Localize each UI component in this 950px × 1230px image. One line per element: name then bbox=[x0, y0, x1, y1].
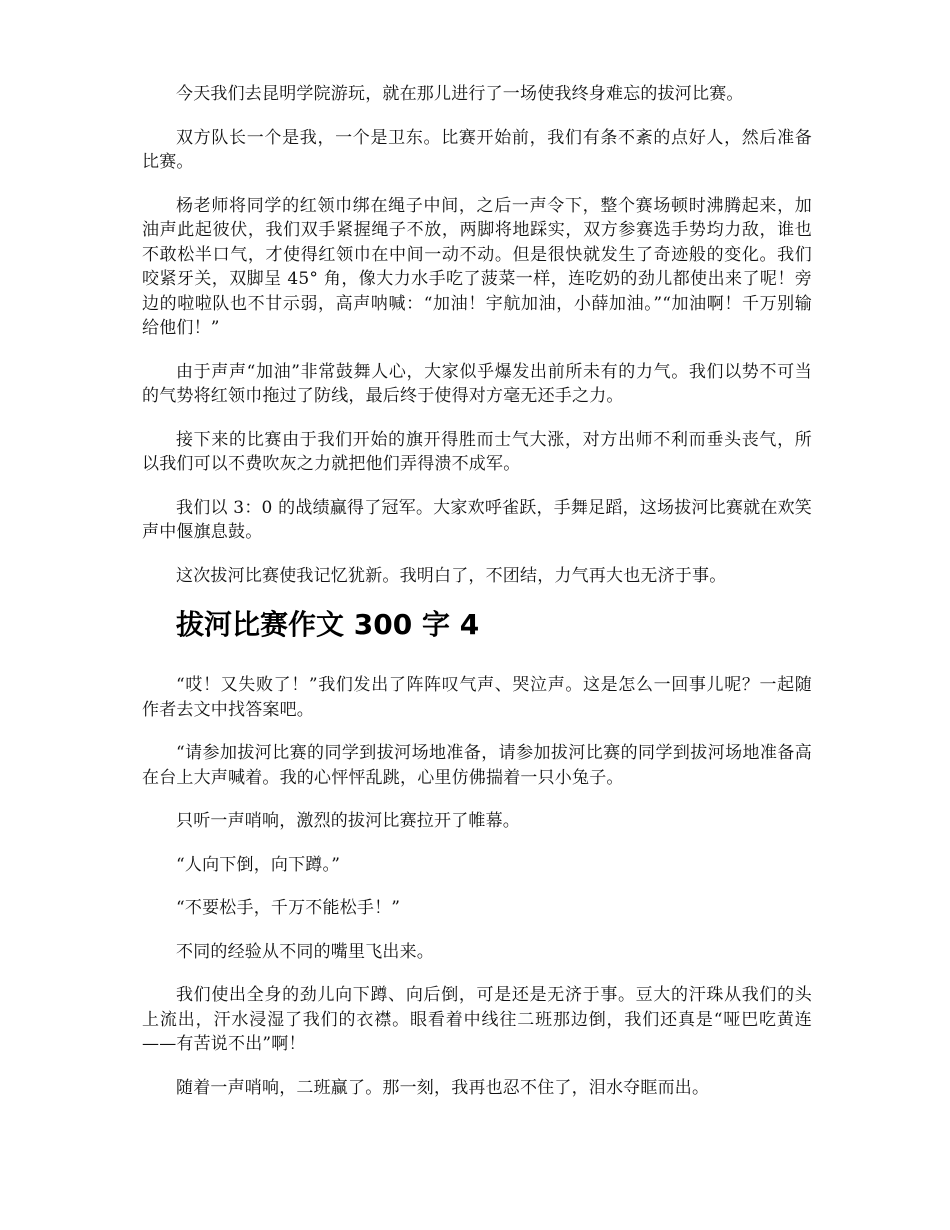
paragraph: “请参加拔河比赛的同学到拔河场地准备，请参加拔河比赛的同学到拔河场地准备高在台上大声喊着。我的心怦怦乱跳，心里仿佛揣着一只小兔子。 bbox=[142, 743, 812, 788]
paragraph: 杨老师将同学的红领巾绑在绳子中间，之后一声令下，整个赛场顿时沸腾起来，加油声此起彼伏，我们双手紧握绳子不放，两脚将地踩实，双方参赛选手势均力敌，谁也不敢松半口气，才使得红领巾在中间一动不动。但是很快就发生了奇迹般的变化。我们咬紧牙关，双脚呈 45° 角，像大力水手吃了菠菜一样，连吃奶的劲儿都使出来了呢！旁边的啦啦队也不甘示弱，高声呐喊：“加油！宇航加油，小薛加油。”“加油啊！千万别输给他们！” bbox=[142, 195, 812, 338]
paragraph: 不同的经验从不同的嘴里飞出来。 bbox=[176, 941, 434, 962]
paragraph: 接下来的比赛由于我们开始的旗开得胜而士气大涨，对方出师不利而垂头丧气，所以我们可以不费吹灰之力就把他们弄得溃不成军。 bbox=[142, 429, 812, 474]
paragraph: 只听一声哨响，激烈的拔河比赛拉开了帷幕。 bbox=[176, 811, 520, 831]
section-heading: 拔河比赛作文 300 字 4 bbox=[176, 608, 480, 641]
paragraph: “人向下倒，向下蹲。” bbox=[176, 854, 341, 875]
paragraph: “哎！又失败了！”我们发出了阵阵叹气声、哭泣声。这是怎么一回事儿呢？一起随作者去文中找答案吧。 bbox=[142, 675, 812, 720]
paragraph: 我们使出全身的劲儿向下蹲、向后倒，可是还是无济于事。豆大的汗珠从我们的头上流出，汗水浸湿了我们的衣襟。眼看着中线往二班那边倒，我们还真是“哑巴吃黄连——有苦说不出”啊！ bbox=[142, 985, 812, 1054]
paragraph: 这次拔河比赛使我记忆犹新。我明白了，不团结，力气再大也无济于事。 bbox=[176, 565, 727, 586]
paragraph: 由于声声“加油”非常鼓舞人心，大家似乎爆发出前所未有的力气。我们以势不可当的气势将红领巾拖过了防线，最后终于使得对方毫无还手之力。 bbox=[142, 361, 812, 406]
paragraph: 随着一声哨响，二班赢了。那一刻，我再也忍不住了，泪水夺眶而出。 bbox=[176, 1077, 710, 1098]
paragraph: 我们以 3：0 的战绩赢得了冠军。大家欢呼雀跃，手舞足蹈，这场拔河比赛就在欢笑声中偃旗息鼓。 bbox=[142, 497, 812, 542]
paragraph: 双方队长一个是我，一个是卫东。比赛开始前，我们有条不紊的点好人，然后准备比赛。 bbox=[142, 127, 812, 172]
paragraph: “不要松手，千万不能松手！” bbox=[176, 898, 401, 918]
document-body bbox=[142, 82, 812, 1119]
paragraph: 今天我们去昆明学院游玩，就在那儿进行了一场使我终身难忘的拔河比赛。 bbox=[176, 84, 744, 104]
